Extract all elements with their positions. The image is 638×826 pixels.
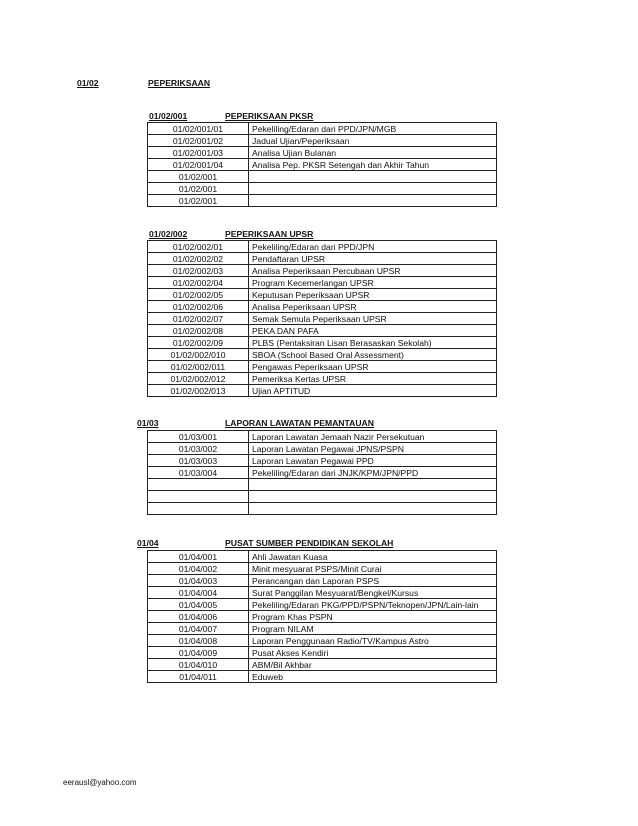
row-description: Analisa Peperiksaan Percubaan UPSR [249,265,497,277]
row-description: Pusat Akses Kendiri [249,647,497,659]
row-description: Laporan Penggunaan Radio/TV/Kampus Astro [249,635,497,647]
row-code: 01/02/002/03 [148,265,249,277]
section-code: 01/02/002 [149,229,188,239]
row-description: Program Kecemerlangan UPSR [249,277,497,289]
table-row [148,467,497,479]
table-row [148,503,497,515]
row-code: 01/04/009 [148,647,249,659]
section-title: PUSAT SUMBER PENDIDIKAN SEKOLAH [225,538,394,548]
table-row [148,611,497,623]
row-code: 01/02/002/06 [148,301,249,313]
row-code: 01/04/006 [148,611,249,623]
row-description: Program NILAM [249,623,497,635]
footer-email: eerausl@yahoo.com [63,778,137,787]
code-table [147,430,497,515]
row-code: 01/02/002/02 [148,253,249,265]
row-description: Ahli Jawatan Kuasa [249,551,497,563]
row-code: 01/03/003 [148,455,249,467]
row-description: Pekeliling/Edaran dari JNJK/KPM/JPN/PPD [249,467,497,479]
row-code: 01/04/011 [148,671,249,683]
table-row [148,195,497,207]
row-description: PEKA DAN PAFA [249,325,497,337]
table-row [148,587,497,599]
row-description: Analisa Ujian Bulanan [249,147,497,159]
row-code: 01/04/008 [148,635,249,647]
row-code: 01/04/001 [148,551,249,563]
table-row [148,361,497,373]
table-row [148,301,497,313]
row-code: 01/04/003 [148,575,249,587]
row-description [249,491,497,503]
row-code: 01/02/001/02 [148,135,249,147]
table-row [148,479,497,491]
row-code: 01/04/005 [148,599,249,611]
section-title: PEPERIKSAAN UPSR [225,229,314,239]
section-title: PEPERIKSAAN PKSR [225,111,314,121]
table-row [148,623,497,635]
row-description: Pekeliling/Edaran dari PPD/JPN/MGB [249,123,497,135]
table-row [148,123,497,135]
table-row [148,563,497,575]
table-row [148,635,497,647]
row-description: Laporan Lawatan Pegawai JPNS/PSPN [249,443,497,455]
row-code: 01/03/001 [148,431,249,443]
row-description [249,183,497,195]
row-description: Program Khas PSPN [249,611,497,623]
row-code: 01/02/002/01 [148,241,249,253]
table-row [148,349,497,361]
row-description: Ujian APTITUD [249,385,497,397]
row-description: Pekeliling/Edaran dari PPD/JPN [249,241,497,253]
row-description: ABM/Bil Akhbar [249,659,497,671]
row-description: Pekeliling/Edaran PKG/PPD/PSPN/Teknopen/JPN/Lain-lain [249,599,497,611]
row-code: 01/02/001/01 [148,123,249,135]
row-description [249,195,497,207]
row-code: 01/04/010 [148,659,249,671]
row-code: 01/02/002/08 [148,325,249,337]
row-description: Pengawas Peperiksaan UPSR [249,361,497,373]
section-code: 01/04 [137,538,159,548]
row-description: Laporan Lawatan Pegawai PPD [249,455,497,467]
row-description: Analisa Peperiksaan UPSR [249,301,497,313]
table-row [148,647,497,659]
row-code: 01/02/002/09 [148,337,249,349]
row-code: 01/02/002/05 [148,289,249,301]
row-code [148,491,249,503]
row-code: 01/02/002/04 [148,277,249,289]
table-row [148,455,497,467]
table-row [148,491,497,503]
table-row [148,599,497,611]
row-description: Surat Panggilan Mesyuarat/Bengkel/Kursus [249,587,497,599]
row-code: 01/02/001 [148,195,249,207]
row-description: Pendaftaran UPSR [249,253,497,265]
row-code: 01/03/002 [148,443,249,455]
row-description: Analisa Pep. PKSR Setengah dan Akhir Tahun [249,159,497,171]
row-code: 01/04/002 [148,563,249,575]
table-row [148,277,497,289]
row-description: Jadual Ujian/Peperiksaan [249,135,497,147]
row-code: 01/02/001/04 [148,159,249,171]
row-code: 01/02/002/07 [148,313,249,325]
row-description [249,479,497,491]
row-code: 01/02/002/011 [148,361,249,373]
row-description: Minit mesyuarat PSPS/Minit Curai [249,563,497,575]
table-row [148,337,497,349]
section-title: LAPORAN LAWATAN PEMANTAUAN [225,418,374,428]
row-code: 01/04/007 [148,623,249,635]
row-description: PLBS (Pentaksiran Lisan Berasaskan Sekolah) [249,337,497,349]
table-row [148,289,497,301]
table-row [148,135,497,147]
row-description [249,503,497,515]
table-row [148,265,497,277]
table-row [148,183,497,195]
row-code: 01/04/004 [148,587,249,599]
row-code: 01/02/001 [148,171,249,183]
table-row [148,171,497,183]
main-heading-title: PEPERIKSAAN [148,78,211,88]
row-description [249,171,497,183]
table-row [148,431,497,443]
row-code [148,503,249,515]
main-heading-code: 01/02 [77,78,99,88]
table-row [148,373,497,385]
row-description: Laporan Lawatan Jemaah Nazir Persekutuan [249,431,497,443]
section-code: 01/03 [137,418,159,428]
row-code: 01/02/001 [148,183,249,195]
row-description: SBOA (School Based Oral Assessment) [249,349,497,361]
row-code: 01/02/002/013 [148,385,249,397]
table-row [148,253,497,265]
table-row [148,313,497,325]
table-row [148,325,497,337]
row-description: Keputusan Peperiksaan UPSR [249,289,497,301]
table-row [148,659,497,671]
row-code: 01/03/004 [148,467,249,479]
row-code: 01/02/001/03 [148,147,249,159]
table-row [148,147,497,159]
row-description: Perancangan dan Laporan PSPS [249,575,497,587]
row-code: 01/02/002/010 [148,349,249,361]
code-table [147,240,497,397]
row-code: 01/02/002/012 [148,373,249,385]
section-code: 01/02/001 [149,111,188,121]
table-row [148,671,497,683]
table-row [148,241,497,253]
table-row [148,159,497,171]
table-row [148,443,497,455]
code-table [147,550,497,683]
row-code [148,479,249,491]
table-row [148,385,497,397]
table-row [148,575,497,587]
row-description: Eduweb [249,671,497,683]
code-table [147,122,497,207]
row-description: Pemeriksa Kertas UPSR [249,373,497,385]
row-description: Semak Semula Peperiksaan UPSR [249,313,497,325]
table-row [148,551,497,563]
